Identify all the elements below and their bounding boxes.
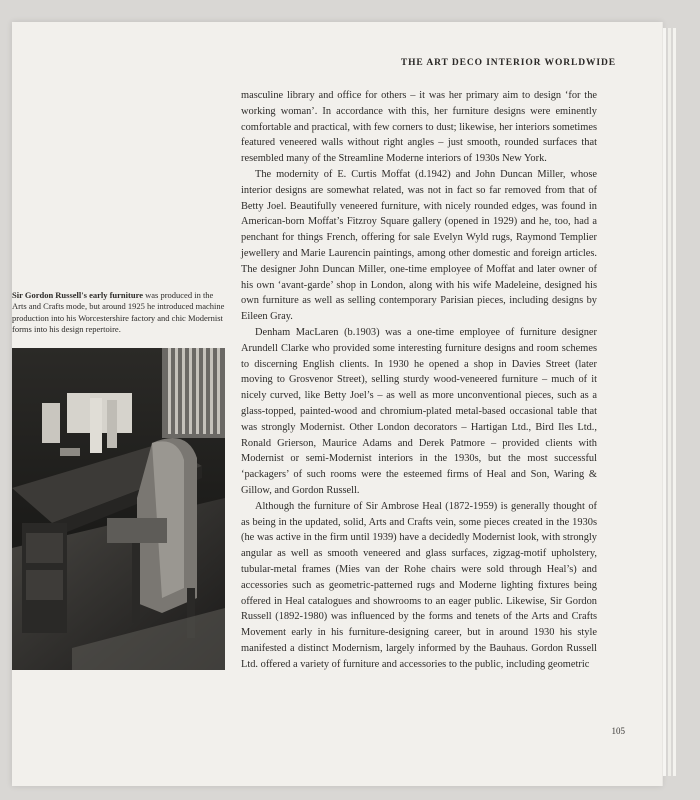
running-head: THE ART DECO INTERIOR WORLDWIDE: [400, 58, 616, 68]
paragraph: The modernity of E. Curtis Moffat (d.1942) and John Duncan Miller, whose interior designs are somewhat related, was not in fact so far removed from that of Betty Joel. Beautifully veneered furniture, with nicely rounded edges, was found in American-born Moffat’s Fitzroy Square gallery (opened in 1929) and he, too, had a penchant for things French, offering for sale Evelyn Wyld rugs, Raymond Templier jewellery and Marie Laurencin paintings, among other domestic and foreign articles. The designer John Duncan Miller, one-time employee of Moffat and later owner of his own ‘avant-garde’ shop in London, along with his wife Madeleine, designed his own furniture as well as selling contemporary Parisian pieces, including designs by Eileen Gray.: [241, 168, 597, 323]
paragraph: Although the furniture of Sir Ambrose Heal (1872-1959) is generally thought of as being in the updated, solid, Arts and Crafts vein, some pieces created in the 1930s (he was active in the firm until 1939) have a decidedly Modernist look, with strongly angular as well as smooth veneered and glass surfaces, zigzag-motif upholstery, tubular-metal frames (Mies van der Rohe chairs were sold through Heal’s) and accessories such as geometric-patterned rugs and Moderne lighting fixtures being offered in Heal catalogues and showrooms to an eager public. Likewise, Sir Gordon Russell (1892-1980) was influenced by the forms and tenets of the Arts and Crafts Movement early in his furniture-designing career, but in around 1930 his style manifested a distinct Modernism, largely informed by the Bauhaus. Gordon Russell Ltd. offered a variety of furniture and accessories to the public, including geometric: [241, 500, 597, 670]
paragraph: masculine library and office for others – it was her primary aim to design ‘for the working woman’. In accordance with this, her furniture designs were eminently comfortable and practical, with few corners to dust; likewise, her interiors sometimes featured veneered walls without right angles – just smooth, rounded surfaces that resembled many of the Streamline Moderne interiors of 1930s New York.: [241, 90, 597, 165]
photo-image: [12, 348, 225, 670]
paragraph: Denham MacLaren (b.1903) was a one-time employee of furniture designer Arundell Clarke who provided some interesting furniture designs and room schemes to discerning English clients. In 1930 he opened a shop in Davies Street (later moving to Grosvenor Street), selling sturdy wood-veneered furniture – much of it nicely curved, like Betty Joel’s – as well as more unconventional pieces, such as a glass-topped, painted-wood and chromium-plated metal-based occasional table that was strongly Modernist. Other London decorators – Hartigan Ltd., Bird Iles Ltd., Ronald Grierson, Maurice Adams and Derek Patmore – provided clients with Modernist or semi-Modernist interiors in the 1930s, but the most successful ‘packagers’ of such rooms were the esteemed firms of Heal and Son, Waring & Gillow, and Gordon Russell.: [241, 326, 597, 496]
page-edge: [668, 28, 671, 776]
page-edge: [663, 28, 666, 776]
caption-text: was produced in the Arts and Crafts mode, but around 1925 he introduced machine production into his Worcestershire factory and chic Modernist forms into his design repertoire.: [12, 290, 225, 335]
furniture-photograph: [12, 348, 225, 670]
photo-caption: [12, 290, 226, 336]
body-text: [241, 88, 597, 672]
caption-lead: Sir Gordon Russell's early furniture: [12, 290, 143, 300]
page-edge: [673, 28, 676, 776]
page-number: 105: [611, 726, 625, 736]
